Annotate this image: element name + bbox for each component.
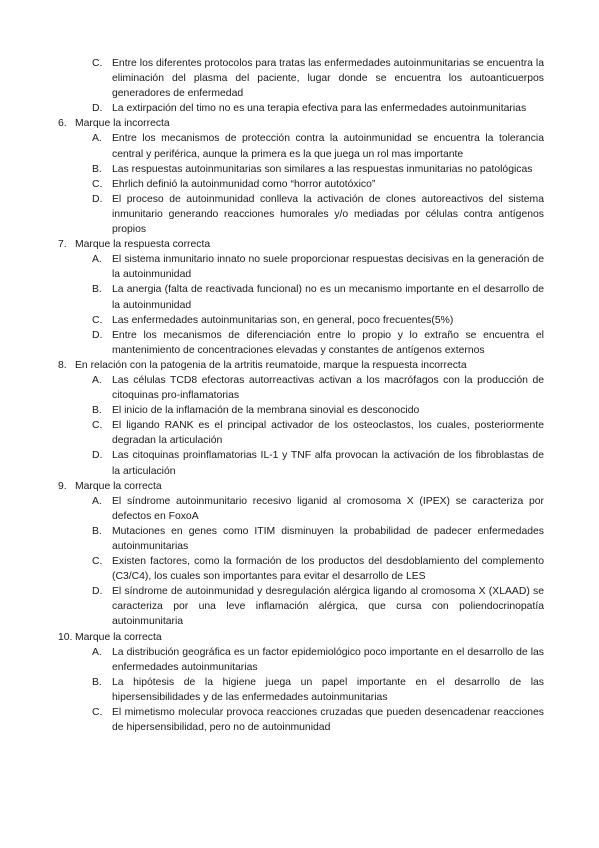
option-text: El mimetismo molecular provoca reacciones cruzadas que pueden desencadenar reacciones de hipersensibilidad, pero no de autoinmunidad: [112, 707, 544, 734]
option-text: El síndrome de autoinmunidad y desregulación alérgica ligando al cromosoma X (XLAAD) se caracteriza por una leve inflamación alérgica, que cursa con poliendocrinopatía autoinmunitaria: [112, 586, 544, 628]
option-letter: A.: [92, 495, 102, 507]
option-item: [92, 56, 544, 101]
option-list: [58, 56, 544, 116]
question-number: 6.: [58, 118, 67, 130]
question-heading: [58, 479, 544, 494]
option-letter: C.: [92, 420, 103, 432]
option-letter: C.: [92, 707, 103, 719]
question-10: [58, 630, 544, 736]
option-text: El sistema inmunitario innato no suele proporcionar respuestas decisivas en la generación de la autoinmunidad: [112, 254, 544, 281]
option-text: La distribución geográfica es un factor epidemiológico poco importante en el desarrollo de las enfermedades autoinmunitarias: [112, 646, 544, 673]
option-letter: D.: [92, 103, 103, 115]
option-text: Las células TCD8 efectoras autorreactivas activan a los macrófagos con la producción de citoquinas pro-inflamatorias: [112, 374, 544, 402]
option-letter: A.: [92, 133, 102, 145]
option-letter: B.: [92, 676, 102, 688]
option-letter: C.: [92, 314, 103, 326]
option-text: Las citoquinas proinflamatorias IL-1 y TNF alfa provocan la activación de los fibroblastas de la articulación: [112, 450, 544, 477]
option-item: [92, 584, 544, 629]
option-letter: A.: [92, 254, 102, 266]
option-letter: B.: [92, 525, 102, 537]
option-text: El inicio de la inflamación de la membrana sinovial es desconocido: [112, 405, 420, 417]
option-item: [92, 494, 544, 524]
option-item: [92, 282, 544, 312]
option-item: [92, 252, 544, 282]
option-letter: C.: [92, 58, 103, 69]
option-letter: D.: [92, 193, 103, 205]
option-text: El ligando RANK es el principal activador de los osteoclastos, los cuales, posteriormente degradan la articulación: [112, 420, 544, 447]
option-letter: D.: [92, 586, 103, 598]
option-item: [92, 328, 544, 358]
question-8: [58, 358, 544, 479]
question-heading: [58, 358, 544, 373]
option-item: [92, 192, 544, 237]
option-text: Las respuestas autoinmunitarias son similares a las respuestas inmunitarias no patológicas: [112, 163, 533, 175]
question-heading: [58, 237, 544, 252]
option-text: La hipótesis de la higiene juega un papel importante en el desarrollo de las hipersensibilidades y de las enfermedades autoinmunitarias: [112, 676, 544, 703]
question-number: 8.: [58, 359, 67, 371]
option-text: La anergia (falta de reactivada funcional) no es un mecanismo importante en el desarrollo de la autoinmunidad: [112, 284, 544, 311]
option-item: [92, 645, 544, 675]
option-text: Ehrlich definió la autoinmunidad como “horror autotóxico”: [112, 178, 376, 190]
question-text: Marque la respuesta correcta: [75, 239, 211, 251]
question-heading: [58, 116, 544, 131]
option-letter: A.: [92, 646, 102, 658]
option-list: [58, 373, 544, 479]
option-item: [92, 162, 544, 177]
option-list: [58, 131, 544, 237]
option-list: [58, 494, 544, 630]
option-letter: A.: [92, 374, 102, 386]
option-item: [92, 101, 544, 116]
question-number: 9.: [58, 480, 67, 492]
question-7: [58, 237, 544, 358]
option-letter: C.: [92, 178, 103, 190]
option-item: [92, 373, 544, 403]
option-letter: C.: [92, 556, 103, 568]
option-item: [92, 403, 544, 418]
option-item: [92, 177, 544, 192]
question-number: 10.: [58, 631, 73, 643]
question-text: Marque la correcta: [75, 480, 162, 492]
option-list: [58, 645, 544, 736]
question-9: [58, 479, 544, 630]
option-letter: B.: [92, 405, 102, 417]
option-item: [92, 418, 544, 448]
option-text: Las enfermedades autoinmunitarias son, en general, poco frecuentes(5%): [112, 314, 454, 326]
question-list: [58, 56, 544, 735]
option-text: El síndrome autoinmunitario recesivo liganid al cromosoma X (IPEX) se caracteriza por defectos en FoxoA: [112, 495, 544, 522]
option-text: La extirpación del timo no es una terapia efectiva para las enfermedades autoinmunitarias: [112, 103, 527, 115]
option-item: [92, 675, 544, 705]
question-number: 7.: [58, 239, 67, 251]
option-item: [92, 131, 544, 161]
option-text: Entre los mecanismos de protección contra la autoinmunidad se encuentra la tolerancia central y periférica, aunque la primera es la que juega un rol mas importante: [112, 133, 544, 160]
option-item: [92, 524, 544, 554]
option-text: Existen factores, como la formación de los productos del desdoblamiento del complemento (C3/C4), los cuales son importantes para evitar el desarrollo de LES: [112, 556, 544, 583]
option-letter: D.: [92, 450, 103, 462]
option-letter: B.: [92, 163, 102, 175]
question-text: Marque la incorrecta: [75, 118, 170, 130]
continued-question: [58, 56, 544, 116]
option-item: [92, 705, 544, 735]
question-text: Marque la correcta: [75, 631, 162, 643]
option-text: El proceso de autoinmunidad conlleva la activación de clones autoreactivos del sistema inmunitario generando reacciones humorales y/o mediadas por células contra antígenos propios: [112, 193, 544, 236]
option-item: [92, 448, 544, 478]
option-item: [92, 313, 544, 328]
option-letter: B.: [92, 284, 102, 296]
option-list: [58, 252, 544, 358]
option-text: Mutaciones en genes como ITIM disminuyen la probabilidad de padecer enfermedades autoinmunitarias: [112, 525, 544, 552]
option-item: [92, 554, 544, 584]
question-6: [58, 116, 544, 237]
option-letter: D.: [92, 329, 103, 341]
option-text: Entre los diferentes protocolos para tratas las enfermedades autoinmunitarias se encuentra la eliminación del plasma del paciente, lugar donde se encuentra los autoanticuerpos generadores de enfermedad: [112, 58, 544, 100]
question-heading: [58, 630, 544, 645]
question-text: En relación con la patogenia de la artritis reumatoide, marque la respuesta incorrecta: [75, 359, 467, 371]
option-text: Entre los mecanismos de diferenciación entre lo propio y lo extraño se encuentra el mantenimiento de concentraciones elevadas y constantes de antígenos externos: [112, 329, 544, 356]
